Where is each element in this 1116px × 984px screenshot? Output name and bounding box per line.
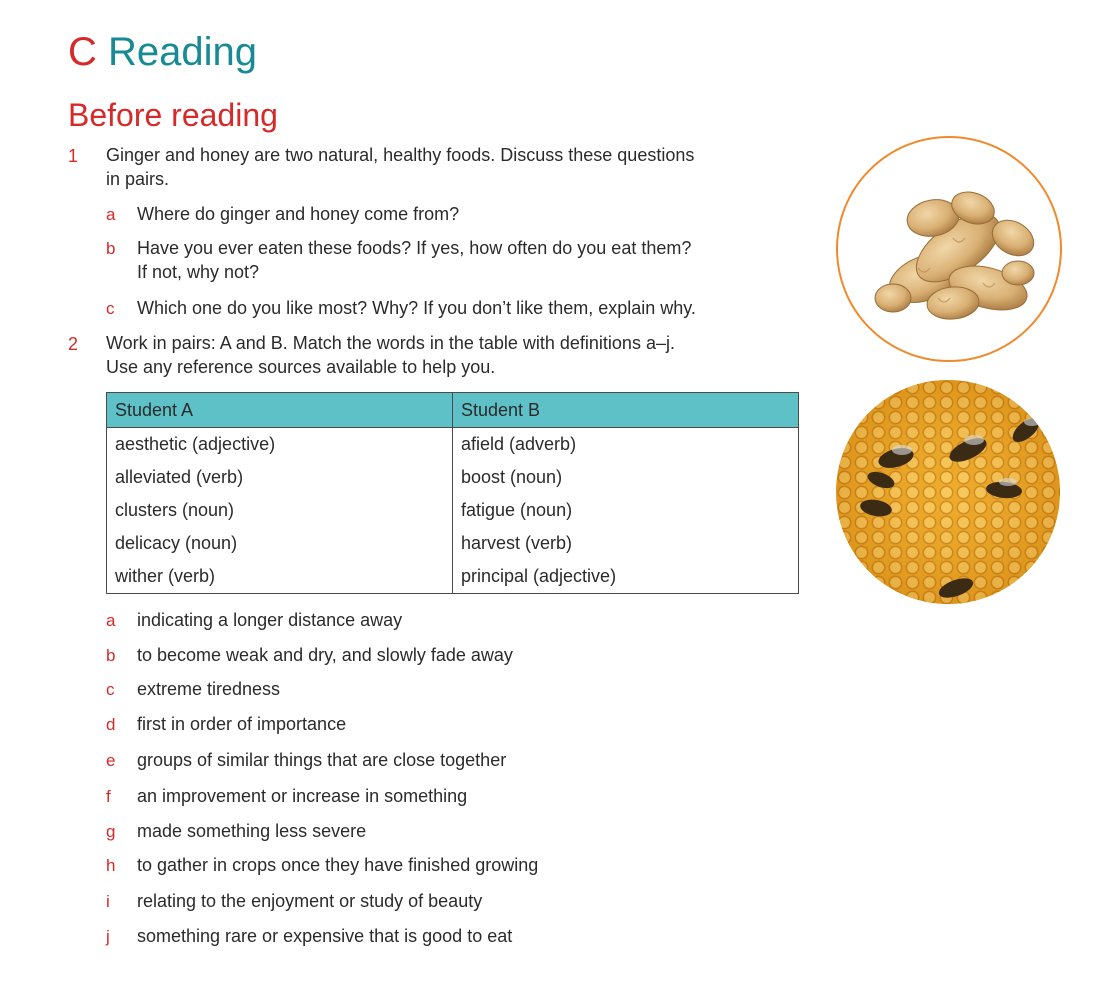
table-cell: principal (adjective)	[453, 560, 799, 594]
definition-text: relating to the enjoyment or study of beauty	[137, 891, 483, 911]
definition-letter: c	[106, 680, 115, 699]
question-1-item-c	[106, 296, 696, 320]
definition-text: an improvement or increase in something	[137, 786, 468, 806]
table-cell: boost (noun)	[453, 461, 799, 494]
table-row	[107, 461, 799, 494]
definition-j	[106, 924, 512, 948]
subtitle: Before reading	[68, 97, 278, 133]
definition-text: groups of similar things that are close together	[137, 750, 507, 770]
question-2-line-1: Work in pairs: A and B. Match the words in the table with definitions a–j.	[106, 333, 675, 353]
definition-d	[106, 712, 346, 736]
definition-letter: d	[106, 715, 116, 734]
question-1-number: 1	[68, 146, 79, 166]
question-1-item-a	[106, 202, 459, 226]
definition-b	[106, 643, 513, 667]
table-row	[107, 494, 799, 527]
definition-text: made something less severe	[137, 821, 367, 841]
table-cell: afield (adverb)	[453, 428, 799, 462]
item-letter: b	[106, 239, 116, 258]
table-header-row	[107, 393, 799, 428]
item-line-2: If not, why not?	[137, 262, 260, 282]
question-2-text	[106, 331, 786, 379]
header-student-b: Student B	[453, 393, 799, 428]
question-2-number: 2	[68, 334, 79, 354]
definition-letter: e	[106, 751, 116, 770]
table-cell: aesthetic (adjective)	[107, 428, 453, 462]
table-row	[107, 428, 799, 462]
definition-letter: h	[106, 856, 116, 875]
question-1-text	[106, 143, 786, 191]
definition-text: to become weak and dry, and slowly fade away	[137, 645, 513, 665]
table-cell: clusters (noun)	[107, 494, 453, 527]
definition-text: first in order of importance	[137, 714, 347, 734]
table-cell: delicacy (noun)	[107, 527, 453, 560]
word-table	[106, 392, 799, 594]
definition-a	[106, 608, 402, 632]
table-cell: fatigue (noun)	[453, 494, 799, 527]
question-1-item-b	[106, 236, 691, 284]
table-cell: alleviated (verb)	[107, 461, 453, 494]
item-letter: c	[106, 299, 115, 318]
section-title	[68, 28, 257, 76]
question-1-line-1: Ginger and honey are two natural, healthy foods. Discuss these questions	[106, 145, 695, 165]
definition-letter: j	[106, 927, 110, 946]
definition-letter: i	[106, 892, 110, 911]
honeycomb-bees-icon	[836, 380, 1060, 604]
definition-text: something rare or expensive that is good to eat	[137, 926, 513, 946]
definition-letter: b	[106, 646, 116, 665]
definition-text: to gather in crops once they have finished growing	[137, 855, 539, 875]
header-student-a: Student A	[107, 393, 453, 428]
definition-f	[106, 784, 467, 808]
definition-text: extreme tiredness	[137, 679, 281, 699]
item-letter: a	[106, 205, 116, 224]
definition-text: indicating a longer distance away	[137, 610, 403, 630]
item-text	[137, 236, 691, 284]
definition-h	[106, 853, 538, 877]
question-2-line-2: Use any reference sources available to help you.	[106, 357, 496, 377]
definition-letter: g	[106, 822, 116, 841]
definition-g	[106, 819, 366, 843]
table-row	[107, 560, 799, 594]
section-letter: C	[68, 30, 97, 74]
definition-e	[106, 748, 506, 772]
table-cell: wither (verb)	[107, 560, 453, 594]
item-line-1: Have you ever eaten these foods? If yes, how often do you eat them?	[137, 238, 692, 258]
definition-letter: a	[106, 611, 116, 630]
definition-c	[106, 677, 280, 701]
honeycomb-image	[836, 380, 1060, 604]
item-text: Which one do you like most? Why? If you don’t like them, explain why.	[137, 298, 696, 318]
ginger-image	[836, 136, 1062, 362]
table-row	[107, 527, 799, 560]
definition-i	[106, 889, 482, 913]
ginger-root-icon	[838, 138, 1060, 360]
item-text: Where do ginger and honey come from?	[137, 204, 460, 224]
table-cell: harvest (verb)	[453, 527, 799, 560]
section-word: Reading	[108, 30, 258, 74]
question-1-line-2: in pairs.	[106, 169, 170, 189]
definition-letter: f	[106, 787, 111, 806]
